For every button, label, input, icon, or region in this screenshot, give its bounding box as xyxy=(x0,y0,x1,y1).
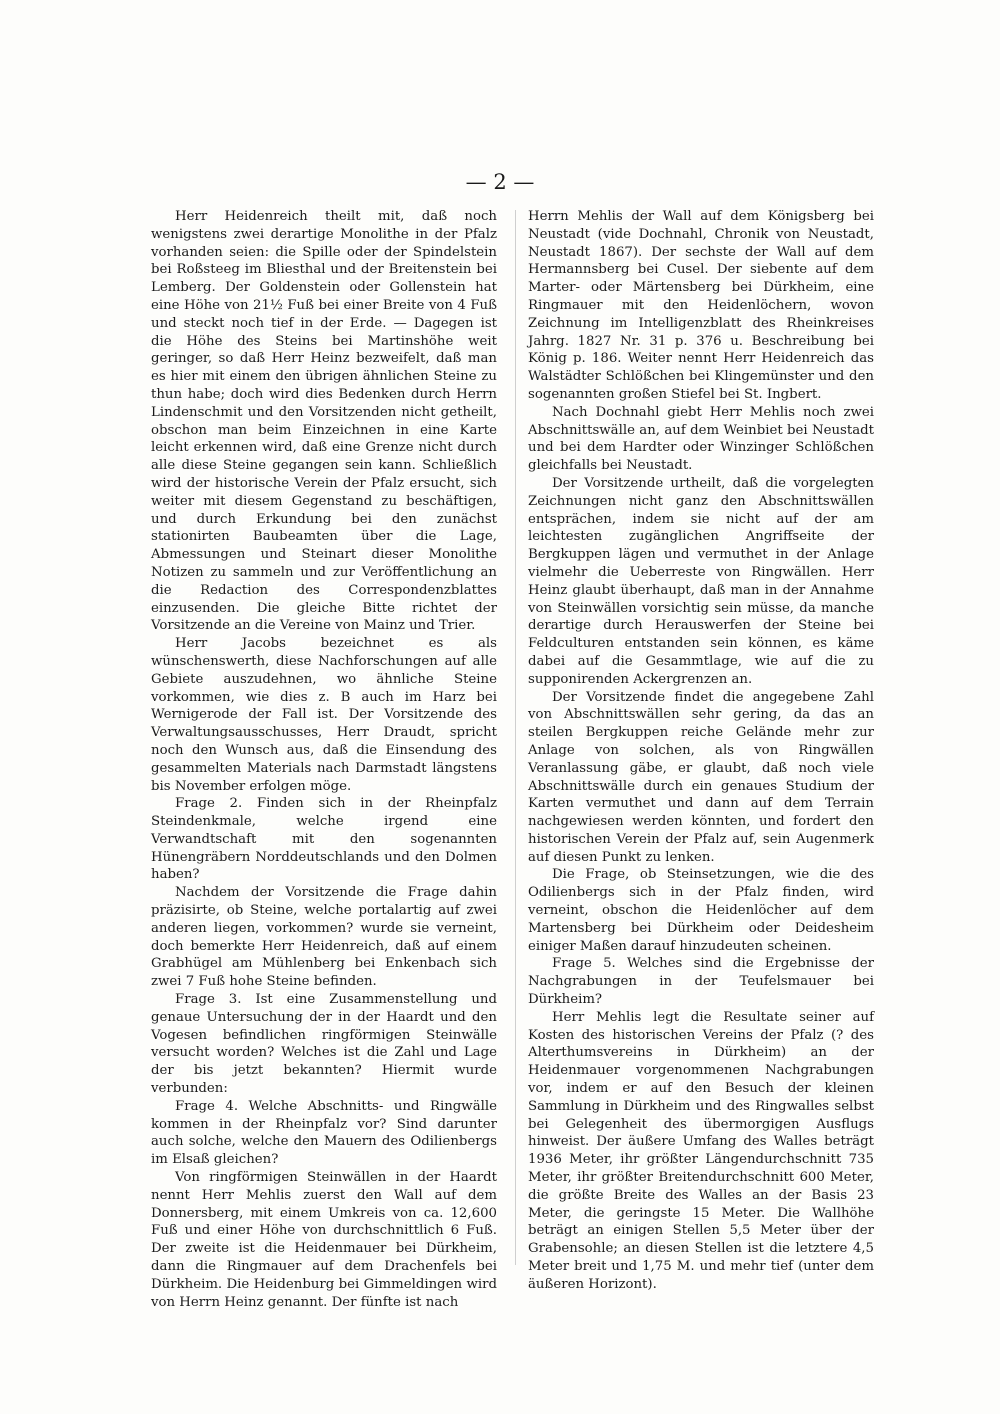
paragraph: Herr Mehlis legt die Resultate seiner auf Kosten des historischen Vereins der Pfalz (? des Alterthumsvereins in Dürkheim) an der Heidenmauer vorgenommenen Nachgrabungen vor, indem er auf den Besuch der kleinen Sammlung in Dürkheim und des Ringwalles selbst bei Gelegenheit des übermorgigen Ausflugs hinweist. Der äußere Umfang des Walles beträgt 1936 Meter, ihr größter Längendurchschnitt 735 Meter, ihr größter Breitendurchschnitt 600 Meter, die größte Breite des Walles an der Basis 23 Meter, die geringste 15 Meter. Die Wallhöhe beträgt an einigen Stellen 5,5 Meter über der Grabensohle; an diesen Stellen ist die letztere 4,5 Meter breit und 1,75 M. und mehr tief (unter dem äußeren Horizont). xyxy=(528,1009,874,1292)
paragraph: Die Frage, ob Steinsetzungen, wie die des Odilienbergs sich in der Pfalz finden, wird verneint, obschon die Heidenlöcher auf dem Martensberg bei Dürkheim oder Deidesheim einiger Maßen darauf hinzudeuten scheinen. xyxy=(528,867,874,954)
paragraph: Frage 2. Finden sich in der Rheinpfalz Steindenkmale, welche irgend eine Verwandtschaft mit den sogenannten Hünengräbern Norddeutschlands und den Dolmen haben? xyxy=(151,796,497,883)
paragraph: Frage 3. Ist eine Zusammenstellung und genaue Untersuchung der in der Haardt und den Vogesen befindlichen ringförmigen Steinwälle versucht worden? Welches ist die Zahl und Lage der bis jetzt bekannten? Hiermit wurde verbunden: xyxy=(151,992,497,1097)
column-divider xyxy=(515,210,516,1265)
paragraph: Herr Heidenreich theilt mit, daß noch wenigstens zwei derartige Monolithe in der Pfalz vorhanden seien: die Spille oder der Spindelstein bei Roßsteeg im Bliesthal und der Breitenstein bei Lemberg. Der Goldenstein oder Gollenstein hat eine Höhe von 21½ Fuß bei einer Breite von 4 Fuß und steckt noch tief in der Erde. — Dagegen ist die Höhe des Steins bei Martinshöhe weit geringer, so daß Herr Heinz bezweifelt, daß man es hier mit einem den übrigen ähnlichen Steine zu thun habe; doch wird dies Bedenken durch Herrn Lindenschmit und den Vorsitzenden nicht getheilt, obschon man beim Einzeichnen in eine Karte leicht erkennen wird, daß eine Grenze nicht durch alle diese Steine gegangen sein kann. Schließlich wird der historische Verein der Pfalz ersucht, sich weiter mit diesem Gegenstand zu beschäftigen, und durch Erkundung bei den zunächst stationirten Baubeamten über die Lage, Abmessungen und Steinart dieser Monolithe Notizen zu sammeln und zur Veröffentlichung an die Redaction des Correspondenzblattes einzusenden. Die gleiche Bitte richtet der Vorsitzende an die Vereine von Mainz und Trier. xyxy=(151,209,497,634)
paragraph: Der Vorsitzende urtheilt, daß die vorgelegten Zeichnungen nicht ganz den Abschnittswällen entsprächen, indem sie nicht auf der am leichtesten zugänglichen Angriffseite der Bergkuppen lägen und vermuthet in der Anlage vielmehr die Ueberreste von Ringwällen. Herr Heinz glaubt überhaupt, daß man in der Annahme von Steinwällen vorsichtig sein müsse, da manche derartige durch Herauswerfen der Steine bei Feldculturen entstanden sein können, es käme dabei auf die Gesammtlage, wie auf die zu supponirenden Ackergrenzen an. xyxy=(528,475,874,687)
paragraph: Frage 4. Welche Abschnitts- und Ringwälle kommen in der Rheinpfalz vor? Sind darunter auch solche, welche den Mauern des Odilienbergs im Elsaß gleichen? xyxy=(151,1098,497,1168)
paragraph: Nachdem der Vorsitzende die Frage dahin präzisirte, ob Steine, welche portalartig auf zwei anderen liegen, vorkommen? wurde sie verneint, doch bemerkte Herr Heidenreich, daß auf einem Grabhügel am Mühlenberg bei Enkenbach sich zwei 7 Fuß hohe Steine befinden. xyxy=(151,885,497,990)
paragraph: Von ringförmigen Steinwällen in der Haardt nennt Herr Mehlis zuerst den Wall auf dem Donnersberg, mit einem Umkreis von ca. 12,600 Fuß und einer Höhe von durchschnittlich 6 Fuß. Der zweite ist die Heidenmauer bei Dürkheim, dann die Ringmauer auf dem Drachenfels bei Dürkheim. Die Heidenburg bei Gimmeldingen wird von Herrn Heinz genannt. Der fünfte ist nach xyxy=(151,1170,497,1310)
paragraph: Frage 5. Welches sind die Ergebnisse der Nachgrabungen in der Teufelsmauer bei Dürkheim? xyxy=(528,956,874,1008)
page-number: — 2 — xyxy=(465,170,535,194)
paragraph: Der Vorsitzende findet die angegebene Zahl von Abschnittswällen sehr gering, da das an steilen Bergkuppen reiche Gelände mehr zur Anlage von solchen, als von Ringwällen Veranlassung gäbe, er glaubt, daß noch viele Abschnittswälle durch ein genaues Studium der Karten vermuthet und dann auf dem Terrain nachgewiesen werden könnten, und fordert den historischen Verein der Pfalz auf, sein Augenmerk auf diesen Punkt zu lenken. xyxy=(528,689,874,865)
paragraph: Herr Jacobs bezeichnet es als wünschenswerth, diese Nachforschungen auf alle Gebiete auszudehnen, wo ähnliche Steine vorkommen, wie dies z. B auch im Harz bei Wernigerode der Fall ist. Der Vorsitzende des Verwaltungsausschusses, Herr Draudt, spricht noch den Wunsch aus, daß die Einsendung des gesammelten Materials nach Darmstadt längstens bis November erfolgen möge. xyxy=(151,636,497,794)
left-column xyxy=(151,208,497,1310)
paragraph: Nach Dochnahl giebt Herr Mehlis noch zwei Abschnittswälle an, auf dem Weinbiet bei Neustadt und bei dem Hardter oder Winzinger Schlößchen gleichfalls bei Neustadt. xyxy=(528,404,874,474)
right-column xyxy=(528,208,874,1292)
paragraph: Herrn Mehlis der Wall auf dem Königsberg bei Neustadt (vide Dochnahl, Chronik von Neustadt, Neustadt 1867). Der sechste der Wall auf dem Hermannsberg bei Cusel. Der siebente auf dem Marter- oder Märtensberg bei Dürkheim, eine Ringmauer mit den Heidenlöchern, wovon Zeichnung im Intelligenzblatt des Rheinkreises Jahrg. 1827 Nr. 31 p. 376 u. Beschreibung bei König p. 186. Weiter nennt Herr Heidenreich das Walstädter Schlößchen bei Klingemünster und den sogenannten großen Stiefel bei St. Ingbert. xyxy=(528,209,874,402)
